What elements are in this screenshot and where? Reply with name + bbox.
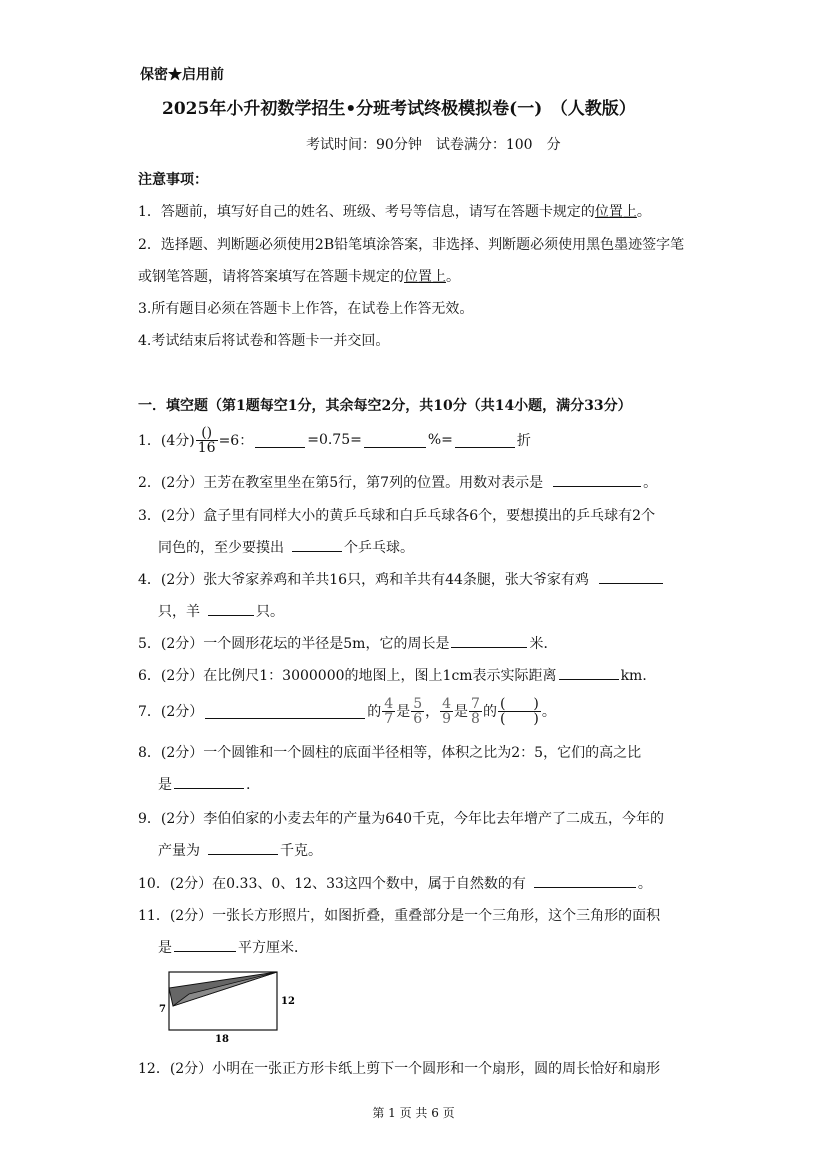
- label-bottom: 18: [215, 1034, 229, 1045]
- question-11-cont: 是 平方厘米．: [158, 937, 308, 957]
- question-12: 12．(2分）小明在一张正方形卡纸上剪下一个圆形和一个扇形，圆的周长恰好和扇形: [138, 1061, 661, 1077]
- fraction: $\frac{5}{6}$: [413, 695, 423, 727]
- answer-blank[interactable]: [208, 840, 278, 855]
- folded-rectangle-figure: [155, 964, 295, 1046]
- question-3-cont: 同色的，至少要摸出 个乒乓球。: [158, 537, 414, 557]
- answer-blank[interactable]: [255, 433, 305, 448]
- answer-fraction[interactable]: $\frac{( )}{( )}$: [499, 695, 539, 727]
- question-9-cont: 产量为 千克。: [158, 840, 322, 860]
- note-item-1: 1．答题前，填写好自己的姓名、班级、考号等信息，请写在答题卡规定的位置上。: [138, 204, 651, 220]
- confidential-label: 保密★启用前: [140, 67, 224, 83]
- note-item-2-cont: 或钢笔答题，请将答案填写在答题卡规定的位置上。: [138, 269, 460, 285]
- answer-blank[interactable]: [534, 873, 636, 888]
- question-5: 5．(2分）一个圆形花坛的半径是5m，它的周长是 米．: [138, 633, 557, 653]
- answer-blank[interactable]: [208, 601, 254, 616]
- label-right: 12: [281, 996, 295, 1007]
- page-title: 2025年小升初数学招生•分班考试终极模拟卷(一) （人教版）: [162, 99, 636, 119]
- question-4: 4．(2分）张大爷家养鸡和羊共16只，鸡和羊共有44条腿，张大爷家有鸡: [138, 569, 665, 589]
- fraction: $\frac{7}{8}$: [471, 695, 480, 727]
- question-7: 7．(2分） 的 $\frac{4}{7}$ 是 $\frac{5}{6}$ ， $\frac{4}{9}$ 是 $\frac{7}{8}$ 的 $\frac{( )}{( )}$ 。: [138, 695, 556, 727]
- answer-blank[interactable]: [559, 665, 619, 680]
- note-item-2: 2．选择题、判断题必须使用2B铅笔填涂答案，非选择、判断题必须使用黑色墨迹签字笔: [138, 237, 685, 253]
- question-4-cont: 只，羊 只。: [158, 601, 284, 621]
- question-2: 2．(2分）王芳在教室里坐在第5行，第7列的位置。用数对表示是 。: [138, 472, 657, 492]
- answer-blank[interactable]: [553, 472, 641, 487]
- answer-blank[interactable]: [174, 937, 236, 952]
- page-footer: 第 1 页 共 6 页: [372, 1106, 455, 1120]
- fraction: $\frac{()}{16}$: [197, 424, 216, 456]
- answer-blank[interactable]: [451, 633, 527, 648]
- note-item-3: 3.所有题目必须在答题卡上作答，在试卷上作答无效。: [138, 301, 474, 317]
- question-11: 11．(2分）一张长方形照片，如图折叠，重叠部分是一个三角形，这个三角形的面积: [138, 908, 661, 924]
- question-8-cont: 是 .: [158, 774, 250, 794]
- notes-heading: 注意事项：: [138, 172, 208, 188]
- answer-blank[interactable]: [599, 569, 663, 584]
- question-6: 6．(2分）在比例尺1：3000000的地图上，图上1cm表示实际距离 km．: [138, 665, 656, 685]
- answer-blank[interactable]: [174, 774, 244, 789]
- note-item-4: 4.考试结束后将试卷和答题卡一并交回。: [138, 333, 390, 349]
- exam-info: 考试时间：90分钟 试卷满分：100 分: [306, 137, 561, 153]
- label-left: 7: [159, 1004, 166, 1015]
- question-3: 3．(2分）盒子里有同样大小的黄乒乓球和白乒乓球各6个，要想摸出的乒乓球有2个: [138, 508, 656, 524]
- fraction: $\frac{4}{9}$: [442, 695, 452, 727]
- fraction: $\frac{4}{7}$: [384, 695, 394, 727]
- question-9: 9．(2分）李伯伯家的小麦去年的产量为640千克，今年比去年增产了二成五，今年的: [138, 811, 664, 827]
- question-8: 8．(2分）一个圆锥和一个圆柱的底面半径相等，体积之比为2：5，它们的高之比: [138, 745, 642, 761]
- question-1: 1．(4分) $\frac{()}{16}$ =6： =0.75= %= 折: [138, 424, 531, 456]
- answer-blank[interactable]: [455, 433, 515, 448]
- answer-blank[interactable]: [364, 433, 426, 448]
- answer-blank[interactable]: [205, 704, 365, 719]
- section-heading: 一．填空题（第1题每空1分，其余每空2分，共10分（共14小题，满分33分）: [138, 398, 632, 414]
- answer-blank[interactable]: [292, 537, 342, 552]
- question-10: 10．(2分）在0.33、0、12、33这四个数中，属于自然数的有 。: [138, 873, 652, 893]
